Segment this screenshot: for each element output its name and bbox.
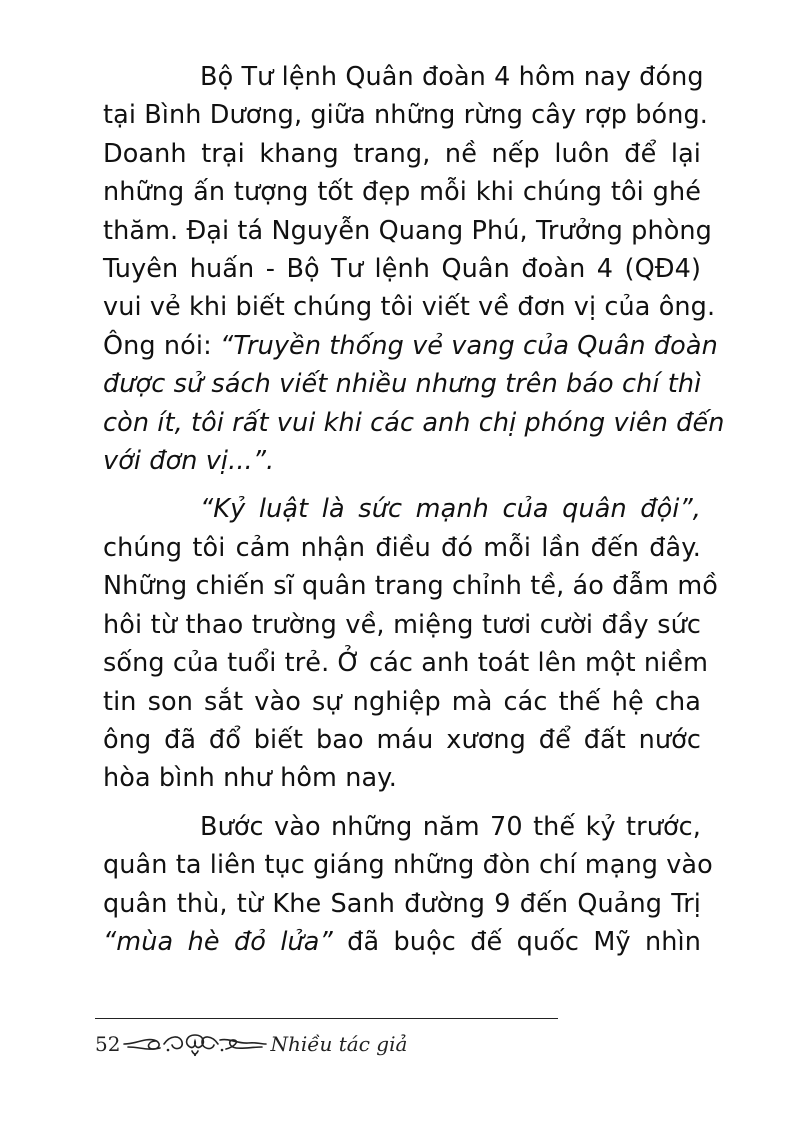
text-line — [103, 327, 718, 365]
flourish-ornament-icon — [122, 1029, 268, 1059]
text-line: hôi từ thao trường về, miệng tươi cười đầy sức — [103, 609, 701, 640]
quote-line: được sử sách viết nhiều nhưng trên báo chí thì — [103, 369, 702, 400]
text-line: Những chiến sĩ quân trang chỉnh tề, áo đẫm mồ — [103, 571, 718, 602]
text-line: chúng tôi cảm nhận điều đó mỗi lần đến đây. — [103, 532, 701, 563]
text-segment: đã buộc đế quốc Mỹ nhìn — [332, 926, 701, 957]
text-line: tin son sắt vào sự nghiệp mà các thế hệ cha — [103, 686, 701, 717]
text-line: tại Bình Dương, giữa những rừng cây rợp bóng. — [103, 100, 708, 131]
text-line: vui vẻ khi biết chúng tôi viết về đơn vị của ông. — [103, 292, 716, 323]
text-line: hòa bình như hôm nay. — [103, 763, 397, 794]
text-line: Doanh trại khang trang, nề nếp luôn để lại — [103, 138, 701, 169]
text-line: ông đã đổ biết bao máu xương để đất nước — [103, 724, 701, 755]
body-text — [103, 58, 725, 971]
text-line: quân thù, từ Khe Sanh đường 9 đến Quảng Trị — [103, 888, 701, 919]
text-line — [103, 923, 701, 961]
quote-line: còn ít, tôi rất vui khi các anh chị phóng viên đến — [103, 407, 725, 438]
paragraph-3 — [103, 808, 713, 962]
text-line: thăm. Đại tá Nguyễn Quang Phú, Trưởng phòng — [103, 215, 712, 246]
text-line: Bước vào những năm 70 thế kỷ trước, — [200, 811, 701, 842]
footer-rule — [95, 1018, 558, 1019]
text-line: Bộ Tư lệnh Quân đoàn 4 hôm nay đóng — [200, 62, 704, 92]
quote-segment: “mùa hè đỏ lửa” — [103, 926, 333, 957]
text-line: sống của tuổi trẻ. Ở các anh toát lên một niềm — [103, 648, 709, 679]
text-segment: Ông nói: — [103, 330, 220, 361]
paragraph-1 — [103, 58, 725, 480]
text-line: Tuyên huấn - Bộ Tư lệnh Quân đoàn 4 (QĐ4) — [103, 254, 701, 285]
quote-line: với đơn vị...”. — [103, 446, 275, 477]
text-line: những ấn tượng tốt đẹp mỗi khi chúng tôi ghé — [103, 177, 701, 208]
page-number: 52 — [95, 1032, 121, 1056]
text-line: quân ta liên tục giáng những đòn chí mạng vào — [103, 850, 713, 881]
quote-line: “Kỷ luật là sức mạnh của quân đội”, — [200, 494, 701, 525]
paragraph-2 — [103, 490, 718, 797]
author-credit: Nhiều tác giả — [270, 1032, 408, 1056]
quote-segment: “Truyền thống vẻ vang của Quân đoàn — [219, 330, 718, 361]
page-footer — [95, 1026, 515, 1062]
